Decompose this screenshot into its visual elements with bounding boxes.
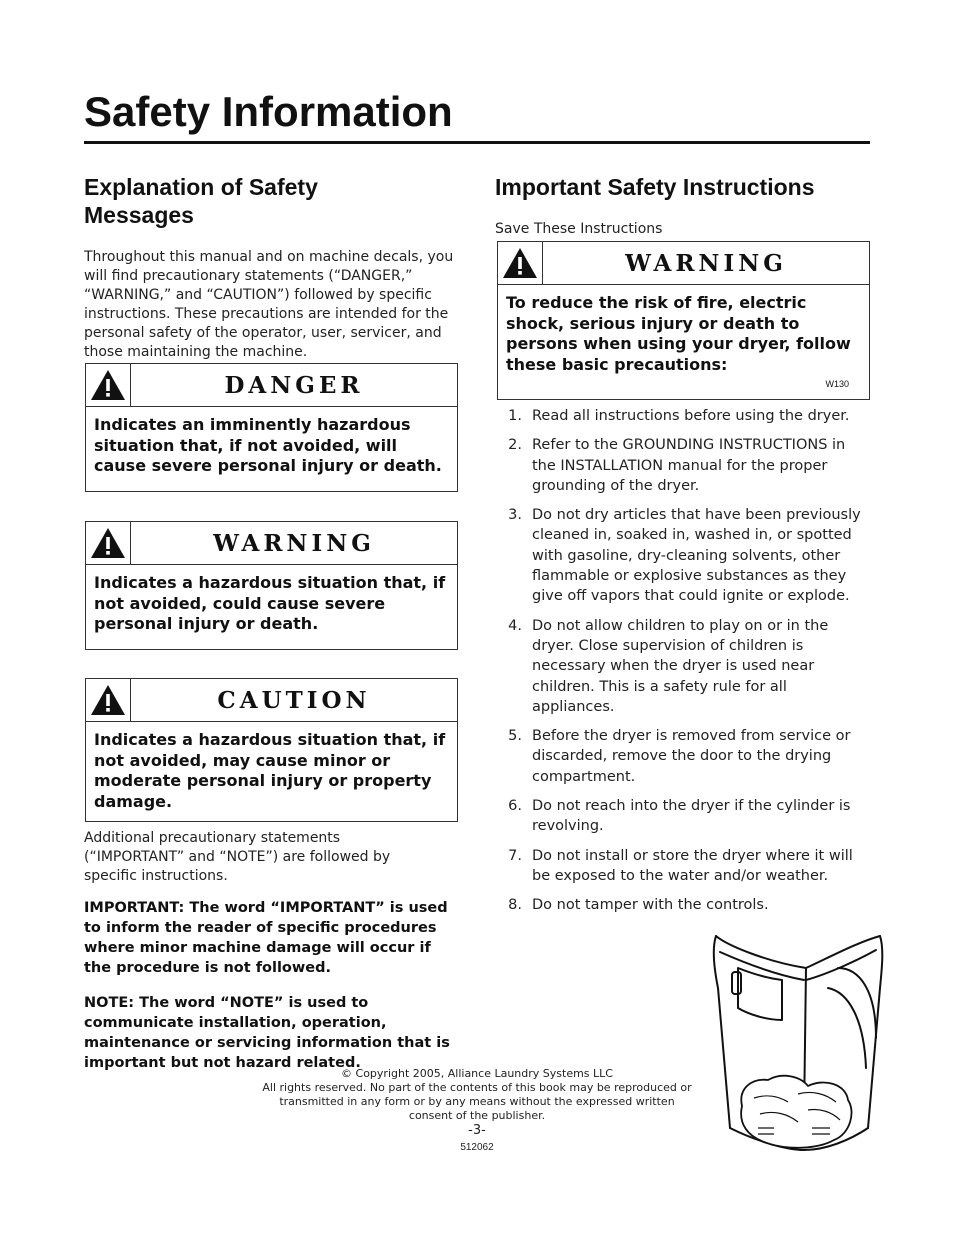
copyright-text: © Copyright 2005, Alliance Laundry Systems LLC	[341, 1067, 613, 1080]
list-item: 7. Do not install or store the dryer where it will be exposed to the water and/or weather.	[508, 847, 853, 884]
additional-paragraph: Additional precautionary statements (“IMPORTANT” and “NOTE”) are followed by specific instructions.	[84, 830, 391, 884]
list-item: 8. Do not tamper with the controls.	[508, 897, 769, 914]
danger-text: Indicates an imminently hazardous situation that, if not avoided, will cause severe personal injury or death.	[94, 415, 442, 475]
caution-text: Indicates a hazardous situation that, if not avoided, may cause minor or moderate personal injury or property damage.	[94, 730, 446, 811]
list-item: 4. Do not allow children to play on or in the dryer. Close supervision of children is necessary when the dryer is used near children. This is a safety rule for all appliances.	[508, 617, 829, 715]
list-item: 3. Do not dry articles that have been previously cleaned in, soaked in, washed in, or spotted with gasoline, dry-cleaning solvents, other flammable or explosive substances as they give off vapors that could ignite or explode.	[508, 507, 861, 605]
list-item: 1. Read all instructions before using the dryer.	[508, 408, 850, 424]
page-title: Safety Information	[84, 88, 453, 135]
instructions-warning-signal-word: WARNING	[625, 250, 787, 277]
caution-signal-word: CAUTION	[217, 687, 371, 714]
caution-box	[85, 678, 458, 822]
title-rule	[84, 141, 870, 144]
warning-triangle-icon	[90, 684, 126, 716]
intro-paragraph: Throughout this manual and on machine decals, you will find precautionary statements (“DANGER,” “WARNING,” and “CAUTION”) followed by specific instructions. These precautions are intended for the personal safety of the operator, user, servicer, and those maintaining the machine.	[84, 249, 454, 360]
warning-triangle-icon	[90, 369, 126, 401]
dryer-illustration	[708, 928, 888, 1168]
doc-number: 512062	[460, 1142, 494, 1153]
warning-signal-word: WARNING	[213, 530, 375, 557]
instructions-warning-text: To reduce the risk of fire, electric shock, serious injury or death to persons when using your dryer, follow these basic precautions:	[506, 293, 851, 374]
page-number: -3-	[468, 1123, 486, 1138]
instructions-list	[496, 406, 870, 925]
danger-box	[85, 363, 458, 492]
explanation-heading: Explanation of Safety Messages	[84, 174, 318, 228]
rights-text: All rights reserved. No part of the contents of this book may be reproduced or transmitted in any form or by any means without the expressed written consent of the publisher.	[262, 1081, 692, 1122]
warning-triangle-icon	[90, 527, 126, 559]
list-item: 6. Do not reach into the dryer if the cylinder is revolving.	[508, 798, 851, 835]
important-paragraph: IMPORTANT: The word “IMPORTANT” is used to inform the reader of specific procedures where minor machine damage will occur if the procedure is not followed.	[84, 900, 448, 976]
save-instructions-text: Save These Instructions	[495, 221, 663, 237]
warning-text: Indicates a hazardous situation that, if not avoided, could cause severe personal injury or death.	[94, 573, 446, 633]
warning-code: W130	[825, 379, 849, 389]
list-item: 2. Refer to the GROUNDING INSTRUCTIONS in the INSTALLATION manual for the proper grounding of the dryer.	[508, 437, 846, 494]
warning-box	[85, 521, 458, 650]
instructions-heading: Important Safety Instructions	[495, 174, 815, 200]
note-paragraph: NOTE: The word “NOTE” is used to communicate installation, operation, maintenance or servicing information that is important but not hazard related.	[84, 995, 450, 1071]
list-item: 5. Before the dryer is removed from service or discarded, remove the door to the drying compartment.	[508, 728, 851, 785]
danger-signal-word: DANGER	[224, 372, 364, 399]
instructions-warning-box	[497, 241, 870, 400]
warning-triangle-icon	[502, 247, 538, 279]
footer	[252, 1067, 702, 1155]
